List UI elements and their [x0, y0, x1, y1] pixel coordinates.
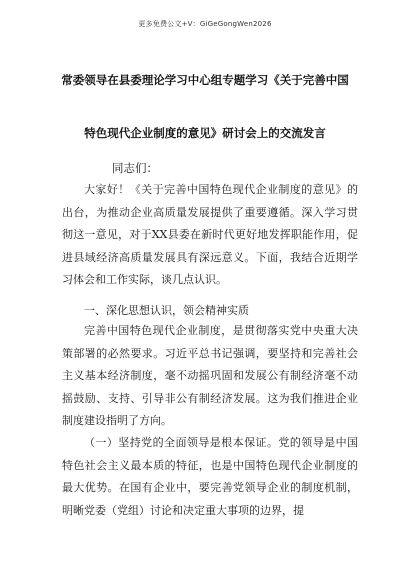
paragraph-intro: 大家好！《关于完善中国特色现代企业制度的意见》的出台，为推动企业高质量发展提供了重要遵循。深入学习贯彻这一意见，对于XX县委在新时代更好地发挥职能作用，促进县域经济高质量发展具有深远意义。下面，我结合近期学习体会和工作实际，谈几点认识。 [62, 183, 358, 286]
section-heading-1: 一、深化思想认识，领会精神实质 [84, 304, 249, 317]
document-title-line-1: 常委领导在县委理论学习中心组专题学习《关于完善中国 [61, 73, 349, 87]
document-title-line-2: 特色现代企业制度的意见》研讨会上的交流发言 [84, 126, 326, 140]
salutation: 同志们： [112, 161, 158, 175]
paragraph-section-1: 完善中国特色现代企业制度，是贯彻落实党中央重大决策部署的必然要求。习近平总书记强调，要坚持和完善社会主义基本经济制度，毫不动摇巩固和发展公有制经济毫不动摇鼓励、支持、引导非公有制经济发展。这为我们推进企业制度建设指明了方向。 [62, 324, 358, 427]
header-watermark: 更多免费公文+V：GiGeGongWen2026 [138, 20, 272, 28]
paragraph-subsection-1: （一）坚持党的全面领导是根本保证。党的领导是中国特色社会主义最本质的特征，也是中国特色现代企业制度的最大优势。在国有企业中，要完善党领导企业的制度机制，明晰党委（党组）讨论和决定重大事项的边界，提 [62, 436, 358, 517]
